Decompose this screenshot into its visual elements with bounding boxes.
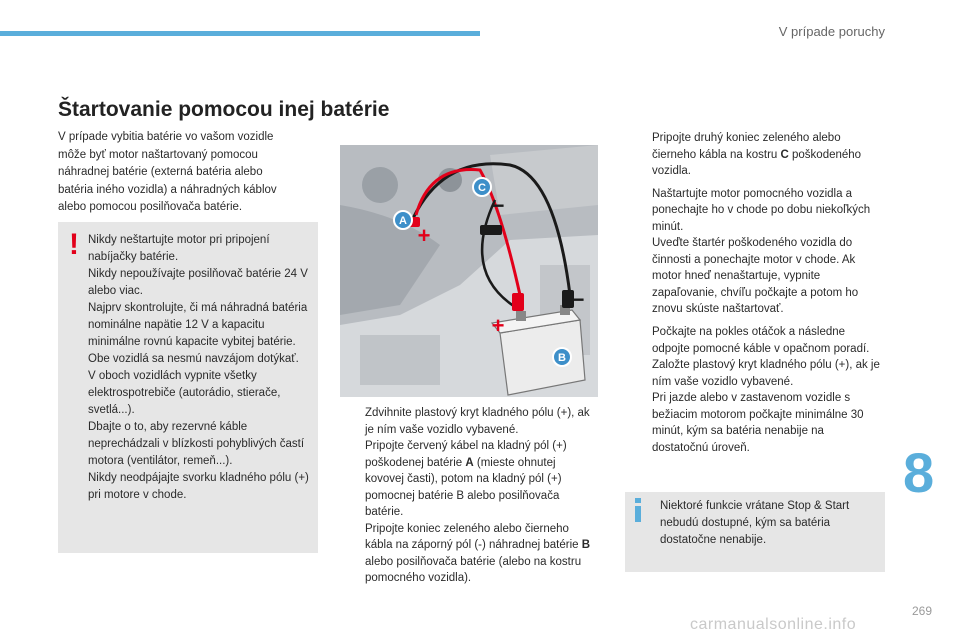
page-number: 269 xyxy=(912,604,933,618)
steps-list-c xyxy=(627,324,882,456)
warning-line: V oboch vozidlách vypnite všetky elektrospotrebiče (autorádio, stierače, svetlá...). xyxy=(88,370,281,416)
label-c: C xyxy=(478,182,486,194)
header-accent-bar xyxy=(0,31,480,36)
warning-line: Nikdy neštartujte motor pri pripojení nabíjačky batérie. xyxy=(88,234,270,263)
list-item: Naštartujte motor pomocného vozidla a ponechajte ho v chode po dobu niekoľkých minút. xyxy=(652,187,871,233)
warning-text xyxy=(88,232,310,504)
warning-line: Dbajte o to, aby rezervné káble neprechádzali v blízkosti pohyblivých častí motora (ventilátor, remeň...). xyxy=(88,421,305,467)
list-item: Uveďte štartér poškodeného vozidla do činnosti a ponechajte motor v chode. Ak motor hneď nenaštartuje, vypnite zapaľovanie, chvíľu počkajte a potom ho znovu skúste naštartovať. xyxy=(652,237,859,315)
list-item: Pripojte koniec zeleného alebo čierneho kábla na záporný pól (-) náhradnej batérie B alebo posilňovača batérie (alebo na kostru pomocného vozidla). xyxy=(365,522,591,584)
list-item: Počkajte na pokles otáčok a následne odpojte pomocné káble v opačnom poradí. xyxy=(652,326,870,355)
steps-list-a xyxy=(340,405,595,587)
warning-line: Obe vozidlá sa nesmú navzájom dotýkať. xyxy=(88,353,299,365)
info-text: Niektoré funkcie vrátane Stop & Start nebudú dostupné, kým sa batéria dostatočne nenabije. xyxy=(660,500,850,546)
exclamation-icon: ! xyxy=(69,228,79,261)
section-title: V prípade poruchy xyxy=(778,24,885,39)
list-item: Zdvihnite plastový kryt kladného pólu (+), ak je ním vaše vozidlo vybavené. xyxy=(365,407,590,436)
list-item: Pripojte červený kábel na kladný pól (+) poškodenej batérie A (mieste ohnutej kovovej časti), potom na kladný pól (+) pomocnej batérie B alebo posilňovača batérie. xyxy=(365,440,567,518)
plus-sign-b: + xyxy=(491,313,505,338)
warning-line: Nikdy nepoužívajte posilňovač batérie 24 V alebo viac. xyxy=(88,268,308,297)
watermark: carmanualsonline.info xyxy=(690,616,857,633)
jump-start-illustration xyxy=(340,145,598,397)
minus-sign-c: − xyxy=(491,193,505,218)
label-a: A xyxy=(399,215,407,227)
page-title: Štartovanie pomocou inej batérie xyxy=(58,98,390,121)
label-b: B xyxy=(558,352,566,364)
info-box xyxy=(625,492,885,572)
warning-line: Nikdy neodpájajte svorku kladného pólu (+) pri motore v chode. xyxy=(88,472,309,501)
minus-sign-b: − xyxy=(571,287,585,312)
plus-sign-a: + xyxy=(417,223,431,248)
list-item: Pripojte druhý koniec zeleného alebo čierneho kábla na kostru C poškodeného vozidla. xyxy=(652,132,862,177)
steps-list-b xyxy=(627,130,882,318)
list-item: Založte plastový kryt kladného pólu (+), ak je ním vaše vozidlo vybavené. xyxy=(652,359,880,388)
chapter-number: 8 xyxy=(903,441,935,504)
intro-paragraph: V prípade vybitia batérie vo vašom vozidle môže byť motor naštartovaný pomocou náhradnej batérie (externá batéria alebo batéria iného vozidla) a náhradných káblov alebo pomocou posilňovača batérie. xyxy=(58,131,277,213)
warning-line: Najprv skontrolujte, či má náhradná batéria nominálne napätie 12 V a kapacitu minimálne rovnú kapacite vybitej batérie. xyxy=(88,302,308,348)
list-item: Pri jazde alebo v zastavenom vozidle s bežiacim motorom počkajte minimálne 30 minút, kým sa batéria nenabije na dostatočnú úroveň. xyxy=(652,392,864,454)
info-icon xyxy=(635,498,641,522)
warning-box xyxy=(58,222,318,553)
